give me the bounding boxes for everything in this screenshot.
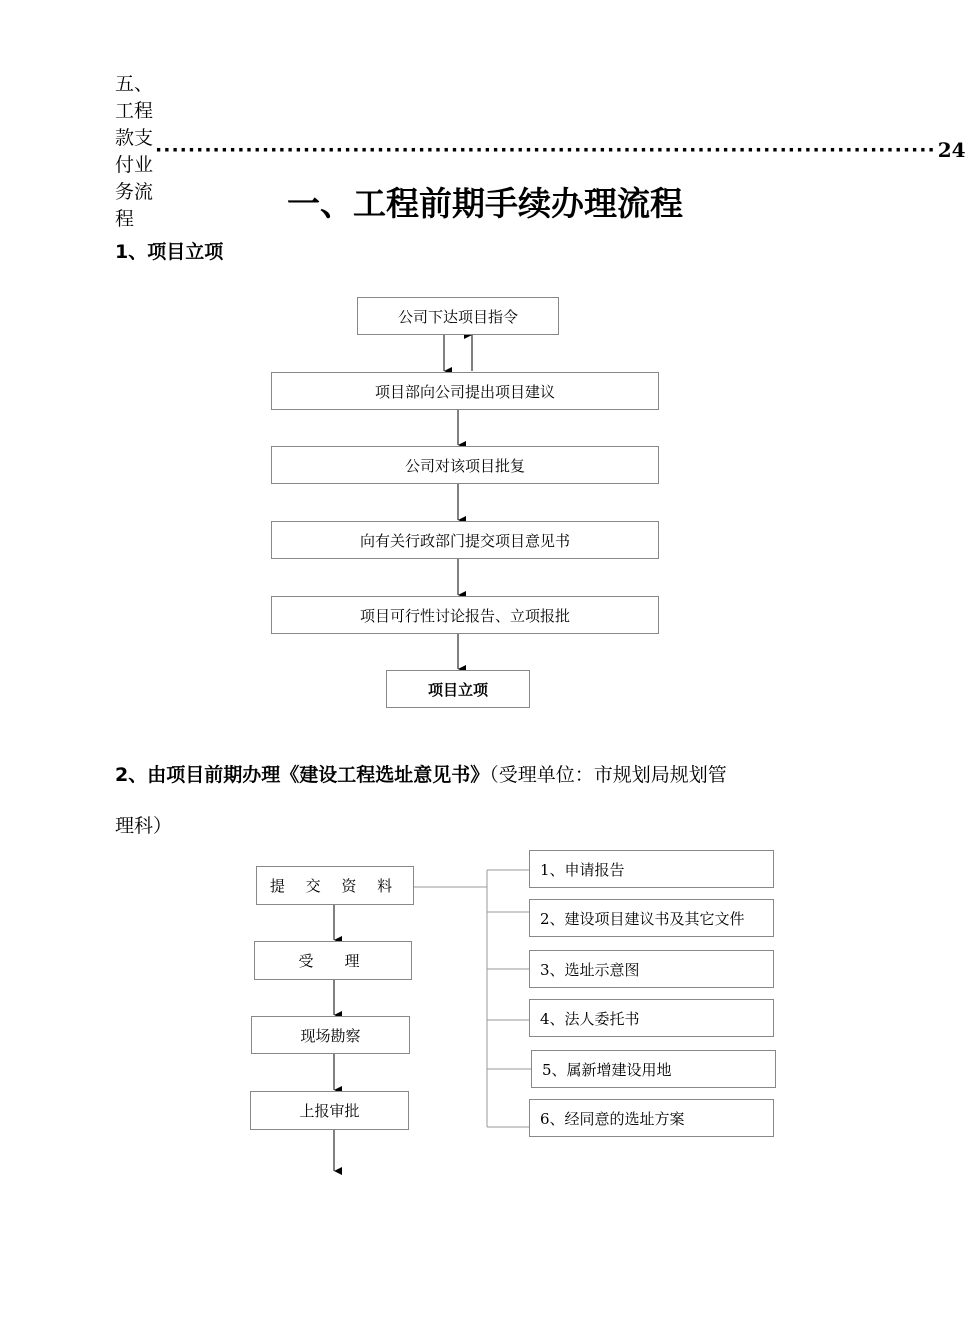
material-item-6: 6、经同意的选址方案 — [529, 1099, 774, 1137]
section-title: 一、工程前期手续办理流程 — [287, 184, 683, 223]
flow1-step-6: 项目立项 — [386, 670, 530, 708]
toc-leader-dots: ······························································································· — [155, 139, 936, 161]
part2-heading-rest: （受理单位：市规划局规划管 — [489, 764, 727, 786]
part2-heading-line2: 理科） — [115, 815, 173, 837]
flow1-step-2: 项目部向公司提出项目建议 — [271, 372, 659, 410]
part2-heading — [115, 760, 727, 787]
material-item-2: 2、建设项目建议书及其它文件 — [529, 899, 774, 937]
flow1-step-4: 向有关行政部门提交项目意见书 — [271, 521, 659, 559]
materials-bracket — [414, 870, 531, 1127]
material-item-3: 3、选址示意图 — [529, 950, 774, 988]
flow2-step-1: 提 交 资 料 — [256, 866, 414, 905]
material-item-1: 1、申请报告 — [529, 850, 774, 888]
flow1-step-5: 项目可行性讨论报告、立项报批 — [271, 596, 659, 634]
flow1-step-1: 公司下达项目指令 — [357, 297, 559, 335]
material-item-5: 5、属新增建设用地 — [531, 1050, 776, 1088]
toc-page-number: 24 — [937, 138, 966, 162]
flow2-step-3: 现场勘察 — [251, 1016, 410, 1054]
part1-heading: 1、项目立项 — [115, 241, 224, 263]
flow2-step-4: 上报审批 — [250, 1091, 409, 1130]
flow1-step-3: 公司对该项目批复 — [271, 446, 659, 484]
part2-heading-main: 2、由项目前期办理《建设工程选址意见书》 — [115, 764, 490, 786]
toc-entry-label: 五、工程款支付业务流程 — [115, 73, 154, 230]
flow2-step-2: 受 理 — [254, 941, 412, 980]
material-item-4: 4、法人委托书 — [529, 999, 774, 1037]
